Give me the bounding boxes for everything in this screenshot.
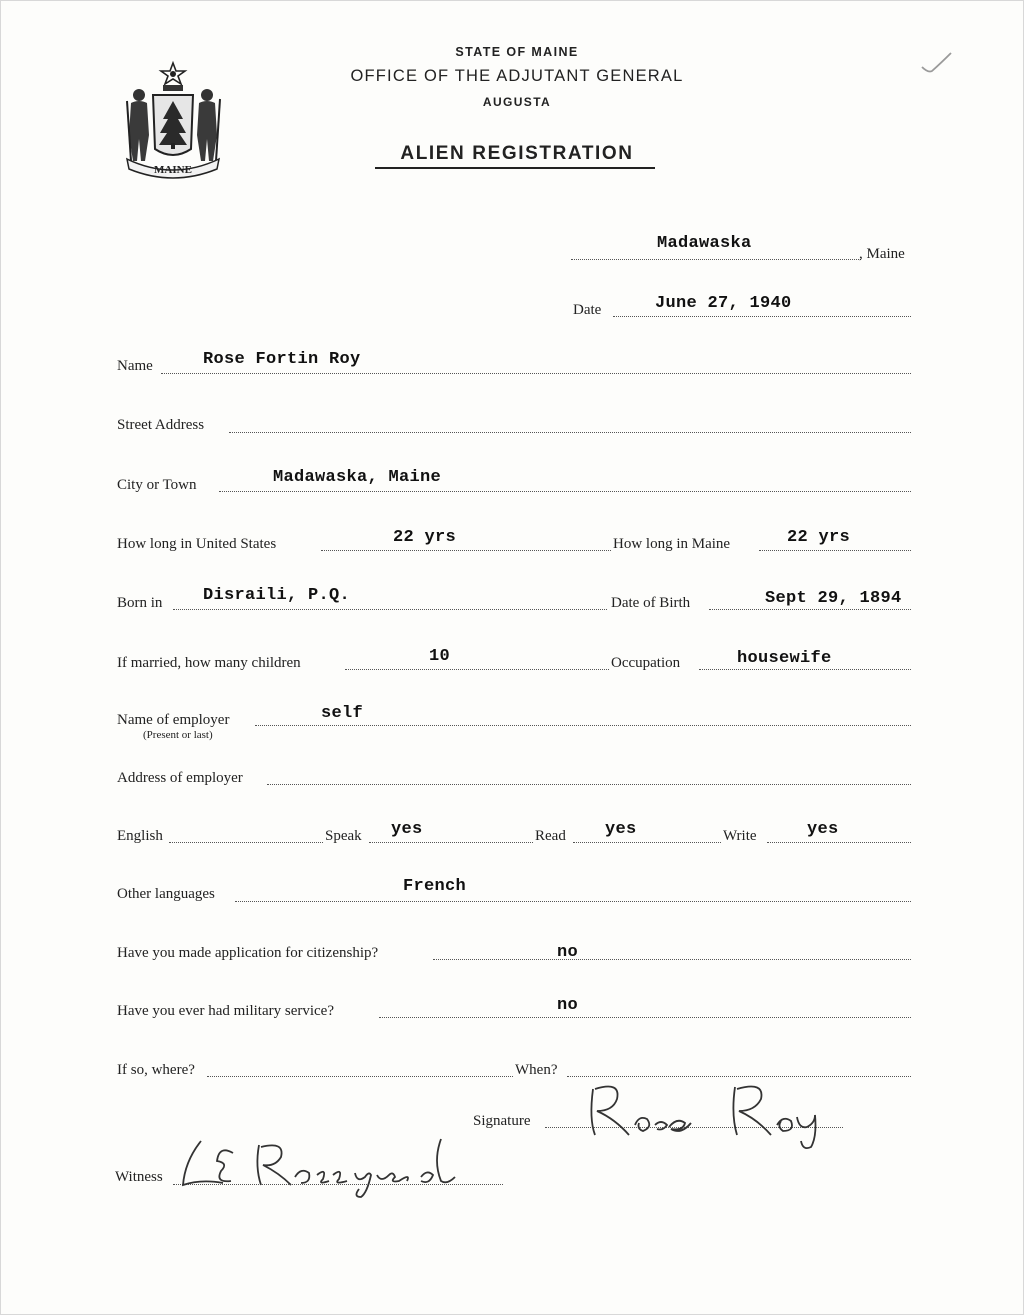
children-dotted-line [345,669,609,670]
city-town-dotted-line [219,491,911,492]
employer-name-label: Name of employer [117,712,230,728]
how-long-maine-value: 22 yrs [787,528,851,547]
write-dotted-line [767,842,911,843]
name-value: Rose Fortin Roy [203,350,361,369]
how-long-us-value: 22 yrs [393,528,457,547]
form-title: ALIEN REGISTRATION [400,143,634,164]
title-underline [375,167,655,169]
employer-name-value: self [321,704,364,723]
occupation-label: Occupation [611,655,681,671]
date-of-birth-value: Sept 29, 1894 [765,589,902,608]
witness-label: Witness [115,1169,163,1185]
military-value: no [557,996,579,1015]
location-town: Madawaska [657,234,752,253]
date-label: Date [573,302,602,318]
location-dotted-line [571,259,861,260]
read-label: Read [535,828,566,844]
date-of-birth-label: Date of Birth [611,595,691,611]
english-dotted-line [169,842,323,843]
citizenship-value: no [557,943,579,962]
read-value: yes [605,820,637,839]
how-long-us-label: How long in United States [117,536,277,552]
witness-signature-handwriting [171,1131,511,1201]
seal-banner-text: MAINE [154,164,192,176]
born-in-label: Born in [117,595,163,611]
other-languages-value: French [403,877,467,896]
header-city: AUGUSTA [482,95,552,109]
name-label: Name [117,358,153,374]
how-long-maine-dotted-line [759,550,911,551]
header-office: OFFICE OF THE ADJUTANT GENERAL [350,67,684,85]
occupation-value: housewife [737,649,832,668]
city-town-value: Madawaska, Maine [273,468,442,487]
how-long-maine-label: How long in Maine [613,536,731,552]
military-label: Have you ever had military service? [117,1003,334,1019]
employer-address-label: Address of employer [117,770,243,786]
date-of-birth-dotted-line [709,609,911,610]
write-value: yes [807,820,839,839]
street-address-dotted-line [229,432,911,433]
other-languages-dotted-line [235,901,911,902]
born-in-value: Disraili, P.Q. [203,586,351,605]
date-dotted-line [613,316,911,317]
military-dotted-line [379,1017,911,1018]
employer-name-dotted-line [255,725,911,726]
children-value: 10 [429,647,451,666]
read-dotted-line [573,842,721,843]
other-languages-label: Other languages [117,886,215,902]
english-label: English [117,828,163,844]
speak-label: Speak [325,828,362,844]
header-state: STATE OF MAINE [455,45,579,59]
location-state-label: , Maine [859,246,905,262]
signature-handwriting [585,1079,855,1151]
when-label: When? [515,1062,558,1078]
born-in-dotted-line [173,609,607,610]
name-dotted-line [161,373,911,374]
if-so-where-label: If so, where? [117,1062,195,1078]
how-long-us-dotted-line [321,550,611,551]
street-address-label: Street Address [117,417,205,433]
date-value: June 27, 1940 [655,294,792,313]
if-so-where-dotted-line [207,1076,513,1077]
signature-label: Signature [473,1113,531,1129]
employer-address-dotted-line [267,784,911,785]
citizenship-label: Have you made application for citizenship? [117,945,379,961]
write-label: Write [723,828,757,844]
occupation-dotted-line [699,669,911,670]
citizenship-dotted-line [433,959,911,960]
city-town-label: City or Town [117,477,197,493]
speak-value: yes [391,820,423,839]
employer-name-sublabel: (Present or last) [143,729,213,741]
children-label: If married, how many children [117,655,301,671]
when-dotted-line [567,1076,911,1077]
speak-dotted-line [369,842,533,843]
